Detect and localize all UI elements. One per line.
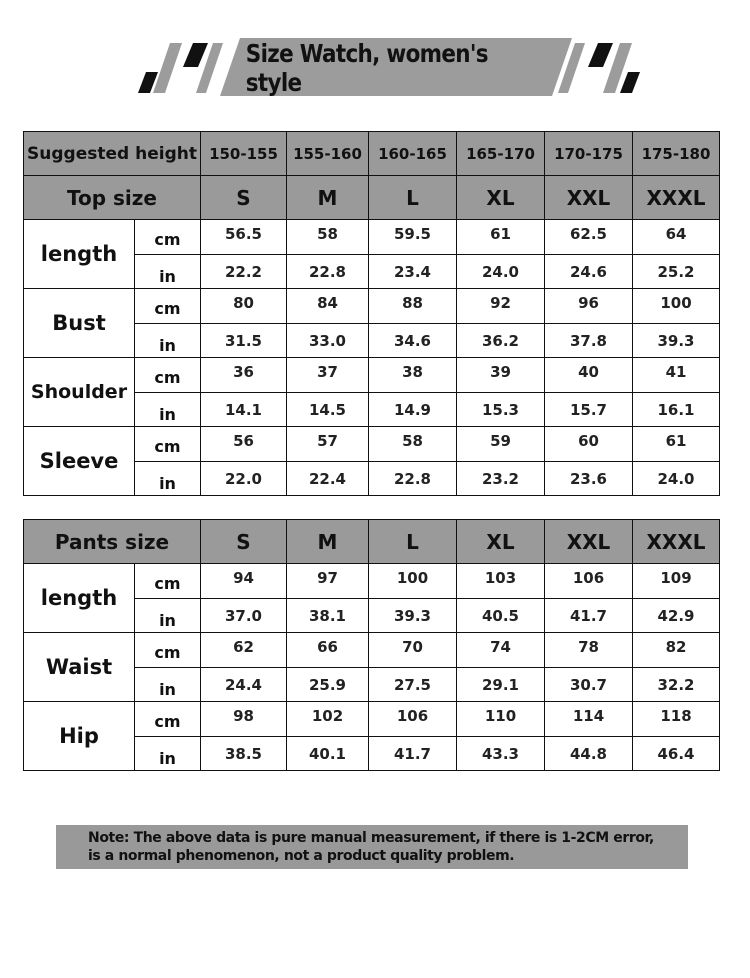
height-cell: 150-155 [201, 132, 287, 176]
value-cell: 41 [633, 358, 720, 393]
value-cell: 97 [287, 564, 369, 599]
value-cell: 59.5 [369, 220, 457, 255]
top-size-label: Top size [24, 176, 201, 220]
value-cell: 39.3 [633, 323, 720, 358]
unit-label-cm: cm [135, 289, 201, 324]
unit-label-in: in [135, 736, 201, 771]
measurement-label: Sleeve [24, 427, 135, 496]
height-cell: 165-170 [457, 132, 545, 176]
unit-label-in: in [135, 254, 201, 289]
value-cell: 22.0 [201, 461, 287, 496]
value-cell: 103 [457, 564, 545, 599]
value-cell: 23.2 [457, 461, 545, 496]
value-cell: 38.1 [287, 598, 369, 633]
value-cell: 14.5 [287, 392, 369, 427]
value-cell: 59 [457, 427, 545, 462]
unit-label-cm: cm [135, 564, 201, 599]
value-cell: 64 [633, 220, 720, 255]
value-cell: 60 [545, 427, 633, 462]
value-cell: 57 [287, 427, 369, 462]
value-cell: 22.8 [287, 254, 369, 289]
value-cell: 43.3 [457, 736, 545, 771]
value-cell: 102 [287, 702, 369, 737]
value-cell: 84 [287, 289, 369, 324]
value-cell: 14.9 [369, 392, 457, 427]
value-cell: 30.7 [545, 667, 633, 702]
value-cell: 62.5 [545, 220, 633, 255]
value-cell: 58 [369, 427, 457, 462]
value-cell: 22.4 [287, 461, 369, 496]
value-cell: 88 [369, 289, 457, 324]
height-cell: 160-165 [369, 132, 457, 176]
size-cell: S [201, 176, 287, 220]
top-size-row [24, 176, 720, 220]
left-stripe-2 [153, 43, 182, 93]
value-cell: 38.5 [201, 736, 287, 771]
size-cell: S [201, 520, 287, 564]
note-line-2: is a normal phenomenon, not a product quality problem. [88, 848, 515, 864]
size-cell: XXL [545, 176, 633, 220]
value-cell: 94 [201, 564, 287, 599]
unit-label-cm: cm [135, 702, 201, 737]
unit-label-in: in [135, 598, 201, 633]
value-cell: 98 [201, 702, 287, 737]
size-cell: L [369, 520, 457, 564]
value-cell: 106 [545, 564, 633, 599]
value-cell: 15.7 [545, 392, 633, 427]
right-stripe-4 [620, 72, 640, 93]
value-cell: 118 [633, 702, 720, 737]
size-cell: XL [457, 176, 545, 220]
unit-label-cm: cm [135, 358, 201, 393]
value-cell: 25.2 [633, 254, 720, 289]
right-stripe-2 [588, 43, 613, 67]
measurement-row-cm [24, 220, 720, 255]
left-stripe-3 [183, 43, 208, 67]
value-cell: 66 [287, 633, 369, 668]
measurement-label: Hip [24, 702, 135, 771]
value-cell: 109 [633, 564, 720, 599]
note-line-1: Note: The above data is pure manual measurement, if there is 1-2CM error, [88, 830, 654, 846]
value-cell: 22.8 [369, 461, 457, 496]
value-cell: 62 [201, 633, 287, 668]
value-cell: 114 [545, 702, 633, 737]
unit-label-cm: cm [135, 427, 201, 462]
value-cell: 31.5 [201, 323, 287, 358]
measurement-row-cm [24, 564, 720, 599]
value-cell: 36 [201, 358, 287, 393]
size-cell: XXXL [633, 176, 720, 220]
value-cell: 34.6 [369, 323, 457, 358]
measurement-row-cm [24, 289, 720, 324]
value-cell: 14.1 [201, 392, 287, 427]
value-cell: 61 [457, 220, 545, 255]
title-banner [0, 0, 750, 110]
value-cell: 33.0 [287, 323, 369, 358]
suggested-height-row [24, 132, 720, 176]
measurement-row-cm [24, 358, 720, 393]
value-cell: 58 [287, 220, 369, 255]
value-cell: 56.5 [201, 220, 287, 255]
unit-label-in: in [135, 461, 201, 496]
value-cell: 23.4 [369, 254, 457, 289]
value-cell: 39 [457, 358, 545, 393]
pants-size-label: Pants size [24, 520, 201, 564]
value-cell: 23.6 [545, 461, 633, 496]
value-cell: 37.8 [545, 323, 633, 358]
unit-label-in: in [135, 667, 201, 702]
height-cell: 155-160 [287, 132, 369, 176]
value-cell: 25.9 [287, 667, 369, 702]
size-cell: XXL [545, 520, 633, 564]
measurement-label: length [24, 564, 135, 633]
measurement-row-cm [24, 702, 720, 737]
unit-label-cm: cm [135, 633, 201, 668]
value-cell: 29.1 [457, 667, 545, 702]
measurement-note [56, 825, 688, 869]
value-cell: 24.0 [633, 461, 720, 496]
top-size-table [23, 131, 720, 496]
value-cell: 56 [201, 427, 287, 462]
value-cell: 24.6 [545, 254, 633, 289]
measurement-label: Shoulder [24, 358, 135, 427]
size-cell: XXXL [633, 520, 720, 564]
measurement-row-cm [24, 633, 720, 668]
value-cell: 15.3 [457, 392, 545, 427]
value-cell: 37.0 [201, 598, 287, 633]
value-cell: 27.5 [369, 667, 457, 702]
value-cell: 70 [369, 633, 457, 668]
page-title: Size Watch, women's style [245, 39, 488, 97]
value-cell: 36.2 [457, 323, 545, 358]
value-cell: 24.0 [457, 254, 545, 289]
measurement-label: Waist [24, 633, 135, 702]
value-cell: 80 [201, 289, 287, 324]
value-cell: 24.4 [201, 667, 287, 702]
value-cell: 78 [545, 633, 633, 668]
pants-size-table [23, 519, 720, 771]
value-cell: 61 [633, 427, 720, 462]
value-cell: 106 [369, 702, 457, 737]
pants-size-row [24, 520, 720, 564]
size-cell: L [369, 176, 457, 220]
value-cell: 41.7 [369, 736, 457, 771]
value-cell: 92 [457, 289, 545, 324]
measurement-label: Bust [24, 289, 135, 358]
unit-label-cm: cm [135, 220, 201, 255]
value-cell: 46.4 [633, 736, 720, 771]
value-cell: 42.9 [633, 598, 720, 633]
value-cell: 40.1 [287, 736, 369, 771]
unit-label-in: in [135, 323, 201, 358]
value-cell: 22.2 [201, 254, 287, 289]
value-cell: 82 [633, 633, 720, 668]
value-cell: 100 [633, 289, 720, 324]
value-cell: 40.5 [457, 598, 545, 633]
size-cell: M [287, 176, 369, 220]
suggested-height-label: Suggested height [24, 132, 201, 176]
value-cell: 96 [545, 289, 633, 324]
value-cell: 74 [457, 633, 545, 668]
value-cell: 32.2 [633, 667, 720, 702]
value-cell: 39.3 [369, 598, 457, 633]
height-cell: 170-175 [545, 132, 633, 176]
value-cell: 44.8 [545, 736, 633, 771]
value-cell: 41.7 [545, 598, 633, 633]
height-cell: 175-180 [633, 132, 720, 176]
value-cell: 16.1 [633, 392, 720, 427]
value-cell: 100 [369, 564, 457, 599]
measurement-label: length [24, 220, 135, 289]
value-cell: 40 [545, 358, 633, 393]
size-cell: M [287, 520, 369, 564]
size-cell: XL [457, 520, 545, 564]
measurement-row-cm [24, 427, 720, 462]
value-cell: 38 [369, 358, 457, 393]
value-cell: 110 [457, 702, 545, 737]
unit-label-in: in [135, 392, 201, 427]
value-cell: 37 [287, 358, 369, 393]
